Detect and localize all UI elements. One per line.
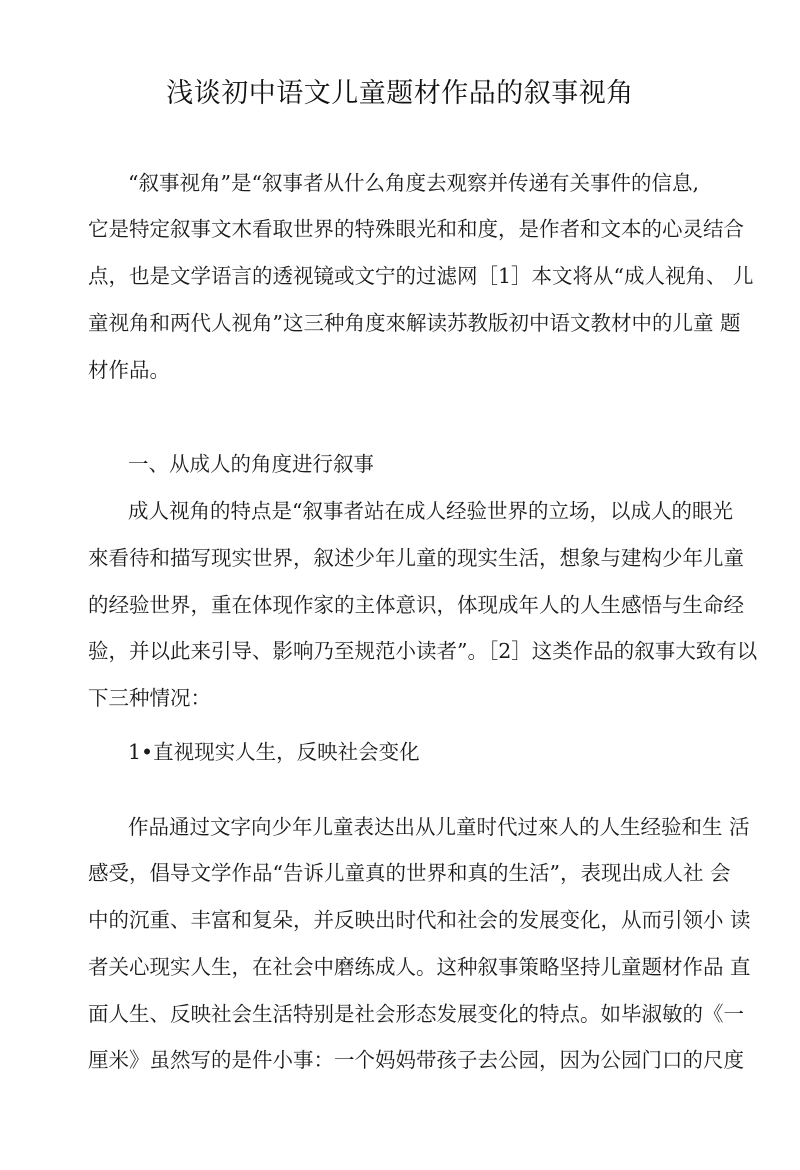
paragraph-1-line-1: “叙事视角”是“叙事者从什么角度去观察并传递有关事件的信息, [128, 171, 699, 195]
paragraph-2-line-5: 下三种情况： [88, 686, 211, 710]
paragraph-3-line-1: 作品通过文字向少年儿童表达出从儿童时代过來人的人生经验和生 活 [128, 815, 750, 839]
document-title: 浅谈初中语文儿童题材作品的叙事视角 [166, 78, 634, 109]
paragraph-1-line-5: 材作品。 [88, 358, 170, 382]
paragraph-2-line-1: 成人视角的特点是“叙事者站在成人经验世界的立场，以成人的眼光 [128, 499, 733, 523]
paragraph-2-line-2: 來看待和描写现实世界，叙述少年儿童的现实生活，想象与建构少年儿童 [88, 546, 744, 570]
paragraph-2-line-4: 验，并以此来引导、影响乃至规范小读者”。［2］这类作品的叙事大致有以 [88, 639, 758, 663]
paragraph-3-line-5: 面人生、反映社会生活特别是社会形态发展变化的特点。如毕淑敏的《一 [88, 1002, 744, 1026]
paragraph-3-line-2: 感受，倡导文学作品“告诉儿童真的世界和真的生活”，表现出成人社 会 [88, 861, 731, 885]
paragraph-3-line-6: 厘米》虽然写的是件小事：一个妈妈带孩子去公园，因为公园门口的尺度 [88, 1048, 744, 1072]
paragraph-3-line-3: 中的沉重、丰富和复朵，并反映出时代和社会的发展变化，从而引领小 读 [88, 908, 751, 932]
paragraph-3-line-4: 者关心现实人生，在社会中磨练成人。这种叙事策略坚持儿童题材作品 直 [88, 955, 751, 979]
paragraph-1-line-2: 它是特定叙事文木看取世界的特殊眼光和和度，是作者和文本的心灵结合 [88, 217, 744, 241]
paragraph-1-line-4: 童视角和两代人视角”这三种角度來解读苏教版初中语文教材中的儿童 题 [88, 311, 741, 335]
paragraph-2-line-3: 的经验世界，重在体现作家的主体意识，体现成年人的人生感悟与生命经 [88, 593, 744, 617]
paragraph-1-line-3: 点，也是文学语言的透视镜或文宁的过滤网［1］本文将从“成人视角、 儿 [88, 264, 754, 288]
section-1-heading: 一、从成人的角度进行叙事 [128, 452, 374, 476]
subsection-1-heading: 1•直视现实人生，反映社会变化 [128, 740, 420, 764]
